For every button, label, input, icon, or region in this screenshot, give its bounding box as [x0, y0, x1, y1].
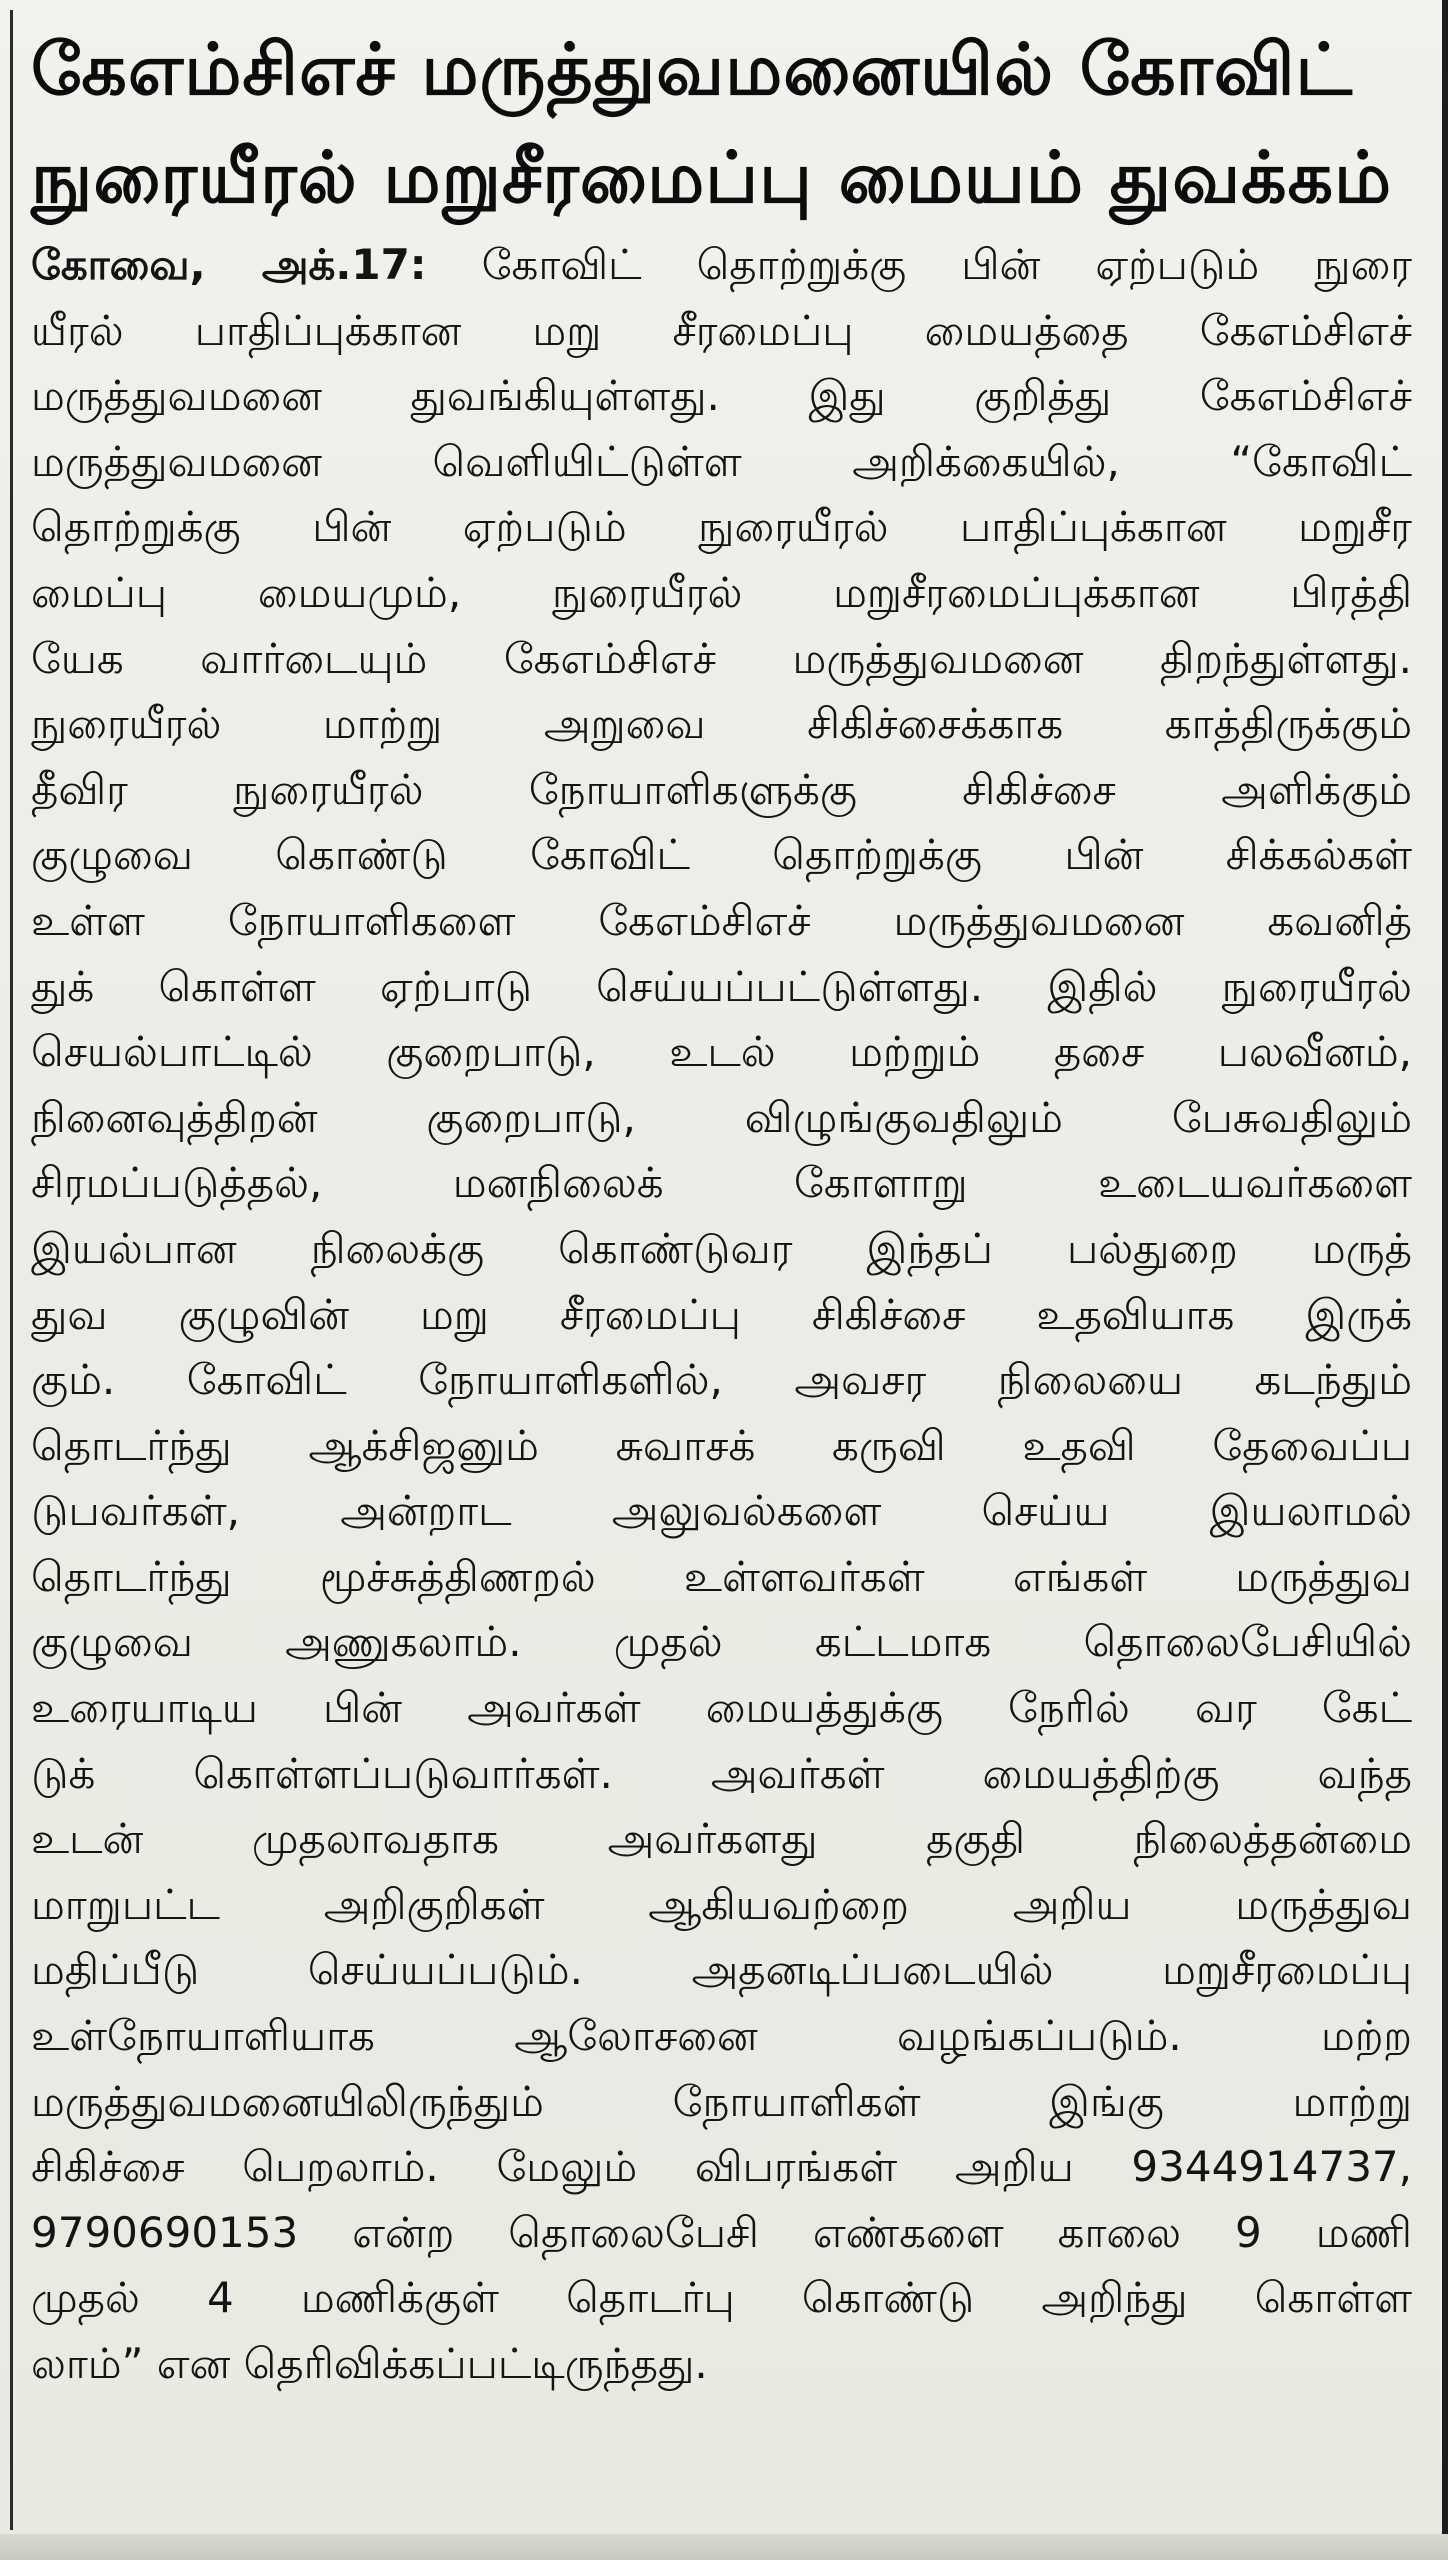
body-line-last: லாம்” என தெரிவிக்கப்பட்டிருந்தது.	[31, 2339, 708, 2388]
body-line: நுரையீரல் மாற்று அறுவை சிகிச்சைக்காக காத்திருக்கும்	[31, 699, 1412, 749]
body-line: குழுவை அணுகலாம். முதல் கட்டமாக தொலைபேசியில்	[31, 1617, 1412, 1667]
body-line: யீரல் பாதிப்புக்கான மறு சீரமைப்பு மையத்தை கேஎம்சிஎச்	[31, 305, 1412, 355]
body-line: டுபவர்கள், அன்றாட அலுவல்களை செய்ய இயலாமல்	[31, 1486, 1412, 1536]
dateline: கோவை, அக்.17:	[31, 240, 427, 289]
page-bottom-margin	[0, 2534, 1448, 2560]
body-line: செயல்பாட்டில் குறைபாடு, உடல் மற்றும் தசை பலவீனம்,	[31, 1027, 1412, 1077]
body-line: குழுவை கொண்டு கோவிட் தொற்றுக்கு பின் சிக்கல்கள்	[31, 830, 1412, 880]
body-line: மாறுபட்ட அறிகுறிகள் ஆகியவற்றை அறிய மருத்துவ	[31, 1879, 1412, 1929]
body-line: உடன் முதலாவதாக அவர்களது தகுதி நிலைத்தன்மை	[31, 1814, 1412, 1864]
body-line: தீவிர நுரையீரல் நோயாளிகளுக்கு சிகிச்சை அளிக்கும்	[31, 764, 1412, 814]
headline-line-1: கேஎம்சிஎச் மருத்துவமனையில் கோவிட்	[31, 28, 1353, 111]
body-line: துக் கொள்ள ஏற்பாடு செய்யப்பட்டுள்ளது. இதில் நுரையீரல்	[31, 961, 1412, 1011]
body-line-text: கோவிட் தொற்றுக்கு பின் ஏற்படும் நுரை	[481, 240, 1412, 289]
body-line: யேக வார்டையும் கேஎம்சிஎச் மருத்துவமனை திறந்துள்ளது.	[31, 633, 1412, 683]
body-line: துவ குழுவின் மறு சீரமைப்பு சிகிச்சை உதவியாக இருக்	[31, 1289, 1412, 1339]
body-line: சிரமப்படுத்தல், மனநிலைக் கோளாறு உடையவர்களை	[31, 1158, 1412, 1208]
body-line: 9790690153 என்ற தொலைபேசி எண்களை காலை 9 மணி	[31, 2207, 1412, 2257]
body-line: முதல் 4 மணிக்குள் தொடர்பு கொண்டு அறிந்து கொள்ள	[31, 2273, 1412, 2323]
body-line: சிகிச்சை பெறலாம். மேலும் விபரங்கள் அறிய 9344914737,	[31, 2142, 1412, 2192]
body-line: மைப்பு மையமும், நுரையீரல் மறுசீரமைப்புக்கான பிரத்தி	[31, 567, 1412, 617]
body-line: தொடர்ந்து ஆக்சிஜனும் சுவாசக் கருவி உதவி தேவைப்ப	[31, 1420, 1412, 1470]
body-line: மருத்துவமனையிலிருந்தும் நோயாளிகள் இங்கு மாற்று	[31, 2076, 1412, 2126]
body-line: நினைவுத்திறன் குறைபாடு, விழுங்குவதிலும் பேசுவதிலும்	[31, 1092, 1412, 1142]
body-line: தொடர்ந்து மூச்சுத்திணறல் உள்ளவர்கள் எங்கள் மருத்துவ	[31, 1551, 1412, 1601]
headline	[31, 10, 1412, 232]
body-line: கும். கோவிட் நோயாளிகளில், அவசர நிலையை கடந்தும்	[31, 1355, 1412, 1405]
body-line: மருத்துவமனை வெளியிட்டுள்ள அறிக்கையில், “கோவிட்	[31, 436, 1412, 486]
body-line: உரையாடிய பின் அவர்கள் மையத்துக்கு நேரில் வர கேட்	[31, 1683, 1412, 1733]
article-clipping	[10, 10, 1428, 2530]
body-line	[31, 232, 1412, 298]
body-line: மதிப்பீடு செய்யப்படும். அதனடிப்படையில் மறுசீரமைப்பு	[31, 1945, 1412, 1995]
body-line: தொற்றுக்கு பின் ஏற்படும் நுரையீரல் பாதிப்புக்கான மறுசீர	[31, 502, 1412, 552]
body-line: உள்ள நோயாளிகளை கேஎம்சிஎச் மருத்துவமனை கவனித்	[31, 895, 1412, 945]
body-line: உள்நோயாளியாக ஆலோசனை வழங்கப்படும். மற்ற	[31, 2011, 1412, 2061]
article-body	[31, 232, 1412, 2397]
body-line: டுக் கொள்ளப்படுவார்கள். அவர்கள் மையத்திற்கு வந்த	[31, 1748, 1412, 1798]
page-edge-shadow	[1442, 0, 1448, 2560]
body-line: இயல்பான நிலைக்கு கொண்டுவர இந்தப் பல்துறை மருத்	[31, 1223, 1412, 1273]
body-line: மருத்துவமனை துவங்கியுள்ளது. இது குறித்து கேஎம்சிஎச்	[31, 371, 1412, 421]
headline-line-2: நுரையீரல் மறுசீரமைப்பு மையம் துவக்கம்	[31, 136, 1393, 219]
